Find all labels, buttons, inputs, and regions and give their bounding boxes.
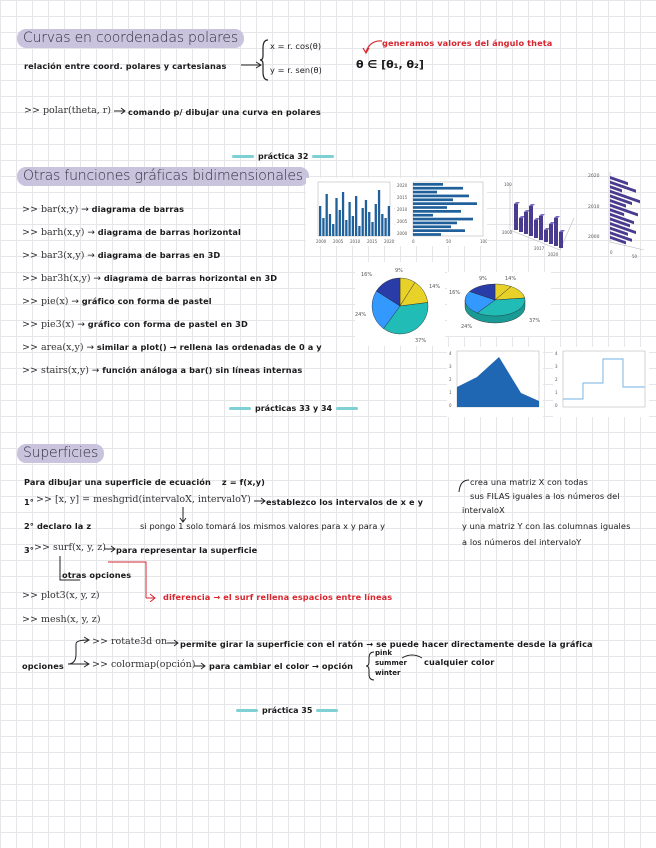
bar xyxy=(413,233,441,236)
function-command: >> bar3(x,y) xyxy=(22,250,85,261)
step1-command: >> [x, y] = meshgrid(intervaloX, intervaloY) xyxy=(36,494,251,505)
arrow-icon: → xyxy=(68,297,82,307)
tick-label: 2010 xyxy=(397,207,408,212)
area-chart-thumb xyxy=(447,347,543,417)
tick-label: 2010 xyxy=(350,239,361,244)
arrow-icon: → xyxy=(84,251,98,261)
tick-label: 4 xyxy=(449,351,452,356)
step1-num: 1° xyxy=(24,497,34,507)
heading-surf: Superficies xyxy=(17,444,104,463)
tick-label: 2 xyxy=(555,377,558,382)
arrow-icon: → xyxy=(74,320,88,330)
tick-label: 1 xyxy=(555,390,558,395)
heading-polar: Curvas en coordenadas polares xyxy=(17,29,244,48)
slice-label: 9% xyxy=(479,276,487,282)
pie-chart-thumb xyxy=(355,262,445,346)
bar xyxy=(514,204,518,230)
tick-label: 2005 xyxy=(333,239,344,244)
bar xyxy=(329,214,331,236)
bar-top xyxy=(514,202,520,204)
function-desc: función análoga a bar() sin líneas internas xyxy=(102,365,303,375)
function-desc: diagrama de barras en 3D xyxy=(97,250,221,260)
polar-relation-text: relación entre coord. polares y cartesianas xyxy=(24,61,227,71)
function-desc: similar a plot() → rellena las ordenadas de 0 a y xyxy=(96,342,322,352)
bar xyxy=(326,194,328,236)
bar xyxy=(368,212,370,236)
pie-chart xyxy=(355,262,445,346)
tick-label: 2010 xyxy=(588,205,600,210)
step3-num: 3° xyxy=(24,545,34,555)
slice-label: 14% xyxy=(505,276,517,282)
bar3-chart-thumb xyxy=(500,178,578,258)
plot3-command: >> plot3(x, y, z) xyxy=(22,590,100,601)
meshgrid-note-1: crea una matriz X con todas xyxy=(470,477,589,487)
bar-top xyxy=(539,214,545,216)
function-desc: diagrama de barras xyxy=(91,204,185,214)
function-item xyxy=(22,335,322,354)
bar xyxy=(365,200,367,236)
pie3-chart-thumb xyxy=(447,272,551,336)
slice-label: 24% xyxy=(461,324,473,330)
slice-label: 16% xyxy=(449,290,461,296)
curve-connector xyxy=(400,652,424,664)
practice-32 xyxy=(232,152,334,161)
function-item xyxy=(22,358,302,377)
surf-equation: z = f(x,y) xyxy=(221,477,266,487)
bar xyxy=(355,196,357,236)
function-desc: gráfico con forma de pastel en 3D xyxy=(87,319,248,329)
bar xyxy=(559,232,563,248)
tick-label: 2000 xyxy=(316,239,327,244)
bar xyxy=(413,183,443,186)
bar3-chart xyxy=(500,178,578,258)
bar-chart xyxy=(306,178,394,246)
function-command: >> area(x,y) xyxy=(22,342,84,353)
bar xyxy=(413,229,465,232)
function-command: >> bar(x,y) xyxy=(22,204,79,215)
bar xyxy=(413,214,433,217)
bar-top xyxy=(554,216,560,218)
bar xyxy=(381,214,383,236)
function-command: >> pie(x) xyxy=(22,296,69,307)
bar xyxy=(362,208,364,236)
curved-arrow-icon xyxy=(456,476,470,494)
bar xyxy=(529,206,533,236)
function-desc: diagrama de barras horizontal xyxy=(97,227,241,237)
bar xyxy=(384,218,386,236)
bar xyxy=(335,198,337,236)
slice-label: 37% xyxy=(529,318,541,324)
barh-chart xyxy=(395,178,487,246)
bar xyxy=(388,206,390,236)
bar xyxy=(544,230,548,242)
tick-label: 2020 xyxy=(548,252,559,257)
area-chart xyxy=(447,347,543,417)
step2-note: si pongo 1 solo tomará los mismos valores para x y para y xyxy=(140,521,386,531)
stairs-chart xyxy=(553,347,649,417)
step2: 2° declaro la z xyxy=(24,521,92,531)
cm-opt-winter: winter xyxy=(375,669,401,677)
tick-label: 3 xyxy=(555,364,558,369)
bar xyxy=(413,187,463,190)
bar xyxy=(534,220,538,238)
colormap-desc: para cambiar el color → opción xyxy=(209,661,354,671)
slice-label: 16% xyxy=(361,272,373,278)
meshgrid-note-5: a los números del intervaloY xyxy=(462,537,582,547)
function-command: >> pie3(x) xyxy=(22,319,75,330)
tick-label: 100 xyxy=(504,182,512,187)
bar xyxy=(413,218,473,221)
bar-chart-thumb xyxy=(306,178,394,246)
function-desc: gráfico con forma de pastel xyxy=(81,296,212,306)
function-item xyxy=(22,243,220,262)
function-command: >> stairs(x,y) xyxy=(22,365,89,376)
arrow-icon: → xyxy=(90,274,104,284)
bar xyxy=(413,222,457,225)
surf-intro xyxy=(24,477,265,487)
bar3h-chart-thumb xyxy=(586,168,646,260)
bar xyxy=(342,192,344,236)
bar3h-chart xyxy=(586,168,646,260)
tick-label: 2000 xyxy=(502,230,513,235)
bar xyxy=(358,226,360,236)
arrow-icon: → xyxy=(78,205,92,215)
rotate-command: >> rotate3d on xyxy=(92,636,168,647)
bar xyxy=(348,202,350,236)
bar xyxy=(549,224,553,244)
tick-label: 2020 xyxy=(384,239,394,244)
bar xyxy=(413,210,461,213)
bar xyxy=(519,218,523,232)
slice-label: 9% xyxy=(395,268,403,274)
bar-top xyxy=(529,204,535,206)
tick-label: 2005 xyxy=(397,219,408,224)
bar xyxy=(413,198,453,201)
slice-label: 24% xyxy=(355,312,367,318)
cm-opt-summer: summer xyxy=(375,659,407,667)
tick-label: 0 xyxy=(412,239,415,244)
step3-desc: para representar la superficie xyxy=(116,545,258,555)
practice-32-label: práctica 32 xyxy=(258,152,309,161)
polar-command: >> polar(theta, r) xyxy=(24,105,112,116)
tick-label: 2000 xyxy=(397,231,408,236)
tick-label: 2015 xyxy=(367,239,378,244)
tick-label: 0 xyxy=(449,403,452,408)
stairs-chart-thumb xyxy=(553,347,649,417)
cm-opt-pink: pink xyxy=(375,649,393,657)
tick-label: 2015 xyxy=(397,195,408,200)
bar xyxy=(339,210,341,236)
options-branch xyxy=(66,636,92,674)
bar xyxy=(352,216,354,236)
polar-command-desc: comando p/ dibujar una curva en polares xyxy=(128,107,321,117)
slice-label: 14% xyxy=(429,284,441,290)
eq-x: x = r. cos(θ) xyxy=(270,41,322,51)
arrow-icon: → xyxy=(88,366,103,376)
heading-funcs: Otras funciones gráficas bidimensionales xyxy=(17,167,309,186)
bar xyxy=(413,191,437,194)
tick-label: 3 xyxy=(449,364,452,369)
bar xyxy=(554,218,558,246)
surf-intro-text: Para dibujar una superficie de ecuación xyxy=(24,477,211,487)
theta-range: θ ∈ [θ₁, θ₂] xyxy=(356,58,424,71)
eq-y: y = r. sen(θ) xyxy=(270,65,322,75)
tick-label: 2020 xyxy=(588,174,600,179)
bar xyxy=(378,190,380,236)
function-command: >> barh(x,y) xyxy=(22,227,85,238)
function-item xyxy=(22,289,212,308)
arrow-icon xyxy=(113,106,127,116)
other-options: otras opciones xyxy=(62,570,132,580)
pie3-chart xyxy=(447,272,551,336)
brace-icon xyxy=(260,38,270,82)
bar xyxy=(332,224,334,236)
arrow-icon xyxy=(166,638,180,648)
mesh-command: >> mesh(x, y, z) xyxy=(22,614,101,625)
function-item xyxy=(22,266,277,285)
tick-label: 4 xyxy=(555,351,558,356)
function-item xyxy=(22,220,241,239)
bar xyxy=(319,206,321,236)
bar xyxy=(322,218,324,236)
practice-35 xyxy=(236,706,338,715)
theta-note: generamos valores del ángulo theta xyxy=(382,38,553,48)
meshgrid-note-4: y una matriz Y con las columnas iguales xyxy=(462,521,631,531)
bar xyxy=(413,202,477,205)
curved-arrow-icon xyxy=(362,36,384,56)
bar xyxy=(524,212,528,234)
meshgrid-note-2: sus FILAS iguales a los números del xyxy=(470,491,620,501)
bar xyxy=(413,206,447,209)
meshgrid-note-3: intervaloX xyxy=(462,505,505,515)
arrow-icon: → xyxy=(84,228,98,238)
tick-label: 0 xyxy=(555,403,558,408)
bar xyxy=(371,222,373,236)
function-desc: diagrama de barras horizontal en 3D xyxy=(103,273,278,283)
bar xyxy=(413,195,469,198)
function-item xyxy=(22,197,184,216)
slice-label: 37% xyxy=(415,338,427,344)
bar-top xyxy=(559,230,565,232)
tick-label: 50 xyxy=(632,254,638,259)
barh-chart-thumb xyxy=(395,178,487,246)
practice-35-label: práctica 35 xyxy=(262,706,313,715)
tick-label: 2017 xyxy=(534,246,545,251)
tick-label: 0 xyxy=(610,250,613,255)
arrow-icon xyxy=(253,496,267,506)
practice-33-34 xyxy=(229,404,358,413)
tick-label: 2020 xyxy=(397,183,408,188)
cm-any-color: cualquier color xyxy=(424,657,495,667)
tick-label: 50 xyxy=(446,239,452,244)
rotate-desc: permite girar la superficie con el ratón → se puede hacer directamente desde la gráfica xyxy=(180,639,593,649)
tick-label: 2000 xyxy=(588,235,600,240)
arrow-icon: → xyxy=(83,343,97,353)
difference-note: diferencia → el surf rellena espacios entre líneas xyxy=(163,592,393,602)
step1-desc: establezco los intervalos de x e y xyxy=(266,497,424,507)
arrow-icon xyxy=(103,544,117,554)
function-item xyxy=(22,312,248,331)
step3-command: >> surf(x, y, z) xyxy=(34,542,106,553)
tick-label: 2 xyxy=(449,377,452,382)
practice-33-34-label: prácticas 33 y 34 xyxy=(255,404,333,413)
tick-label: 100 xyxy=(480,239,487,244)
bar xyxy=(375,204,377,236)
arrow-icon xyxy=(193,661,207,671)
bar xyxy=(413,225,451,228)
bar xyxy=(345,220,347,236)
function-command: >> bar3h(x,y) xyxy=(22,273,91,284)
colormap-command: >> colormap(opción) xyxy=(92,659,196,670)
options-label: opciones xyxy=(22,661,64,671)
tick-label: 1 xyxy=(449,390,452,395)
bar xyxy=(539,216,543,240)
